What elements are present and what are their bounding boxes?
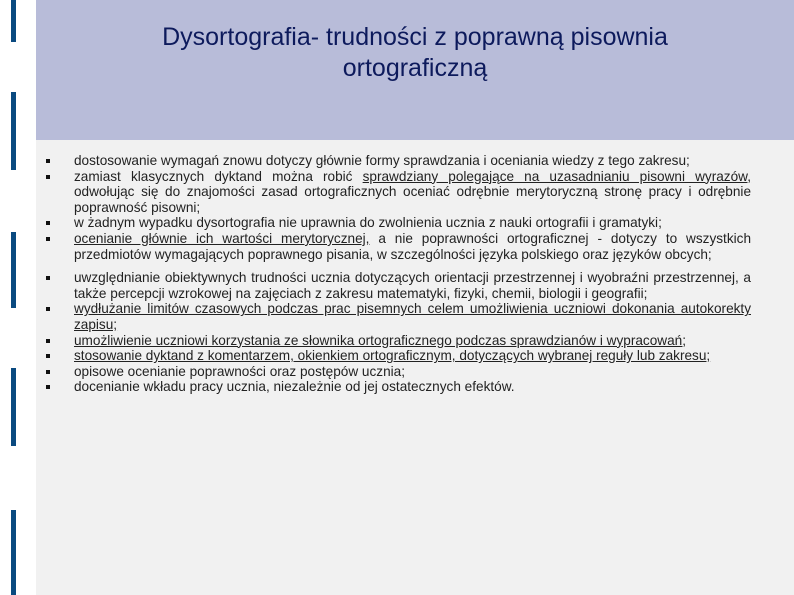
bullet-marker (46, 237, 50, 241)
bullet-item (46, 153, 751, 169)
bullet-list (46, 153, 751, 395)
accent-bar (11, 510, 16, 595)
bullet-item (46, 379, 751, 395)
bullet-text-underlined: stosowanie dyktand z komentarzem, okienkiem ortograficznym, dotyczących wybranej reguły lub zakresu; (74, 348, 711, 364)
accent-bar (11, 368, 16, 446)
bullet-text: uwzględnianie obiektywnych trudności ucznia dotyczących orientacji przestrzennej i wyobraźni przestrzennej, a także percepcji wzrokowej na zajęciach z zakresu matematyki, fizyki, chemii, biologii i geografii; (74, 270, 751, 301)
bullet-text: zamiast klasycznych dyktand można robić (74, 168, 363, 184)
bullet-marker (46, 339, 50, 343)
bullet-text-underlined: sprawdziany polegające na uzasadnianiu pisowni wyrazów, (362, 168, 752, 184)
bullet-item (46, 270, 751, 301)
bullet-text-underlined: wydłużanie limitów czasowych podczas prac pisemnych celem umożliwienia uczniowi dokonania autokorekty zapisu; (74, 301, 751, 332)
accent-bar (11, 92, 16, 170)
bullet-item (46, 364, 751, 380)
bullet-text-underlined: umożliwienie uczniowi korzystania ze słownika ortograficznego podczas sprawdzianów i wypracowań; (74, 332, 687, 348)
bullet-text: opisowe ocenianie poprawności oraz postępów ucznia; (74, 363, 405, 379)
bullet-marker (46, 159, 50, 163)
bullet-marker (46, 221, 50, 225)
bullet-text: dostosowanie wymagań znowu dotyczy głównie formy sprawdzania i oceniania wiedzy z tego zakresu; (74, 153, 690, 168)
accent-bar (11, 0, 16, 42)
bullet-marker (46, 354, 50, 358)
bullet-marker (46, 385, 50, 389)
bullet-item (46, 169, 751, 216)
accent-bar (11, 232, 16, 308)
bullet-marker (46, 276, 50, 280)
bullet-text: w żadnym wypadku dysortografia nie uprawnia do zwolnienia ucznia z nauki ortografii i gramatyki; (74, 215, 662, 231)
bullet-item (46, 231, 751, 262)
bullet-item (46, 348, 751, 364)
bullet-text-underlined: ocenianie głównie ich wartości merytorycznej, (74, 230, 370, 246)
bullet-item (46, 333, 751, 349)
bullet-marker (46, 370, 50, 374)
slide-title-line-2: ortograficzną (342, 54, 488, 82)
bullet-item (46, 301, 751, 332)
bullet-item (46, 215, 751, 231)
bullet-text: docenianie wkładu pracy ucznia, niezależnie od jej ostatecznych efektów. (74, 379, 515, 395)
bullet-text: odwołując się do znajomości zasad ortograficznych oceniać odrębnie merytoryczną stronę pracy i odrębnie poprawność pisowni; (74, 184, 751, 215)
slide-title-line-1: Dysortografia- trudności z poprawną pisownia (162, 23, 668, 51)
bullet-text: a nie poprawności ortograficznej - dotyczy to wszystkich przedmiotów wymagających poprawnego pisania, w szczególności języka polskiego oraz języków obcych; (74, 230, 752, 262)
left-decoration-strip (0, 0, 36, 595)
bullet-marker (46, 307, 50, 311)
bullet-marker (46, 175, 50, 179)
slide-title (36, 22, 794, 84)
